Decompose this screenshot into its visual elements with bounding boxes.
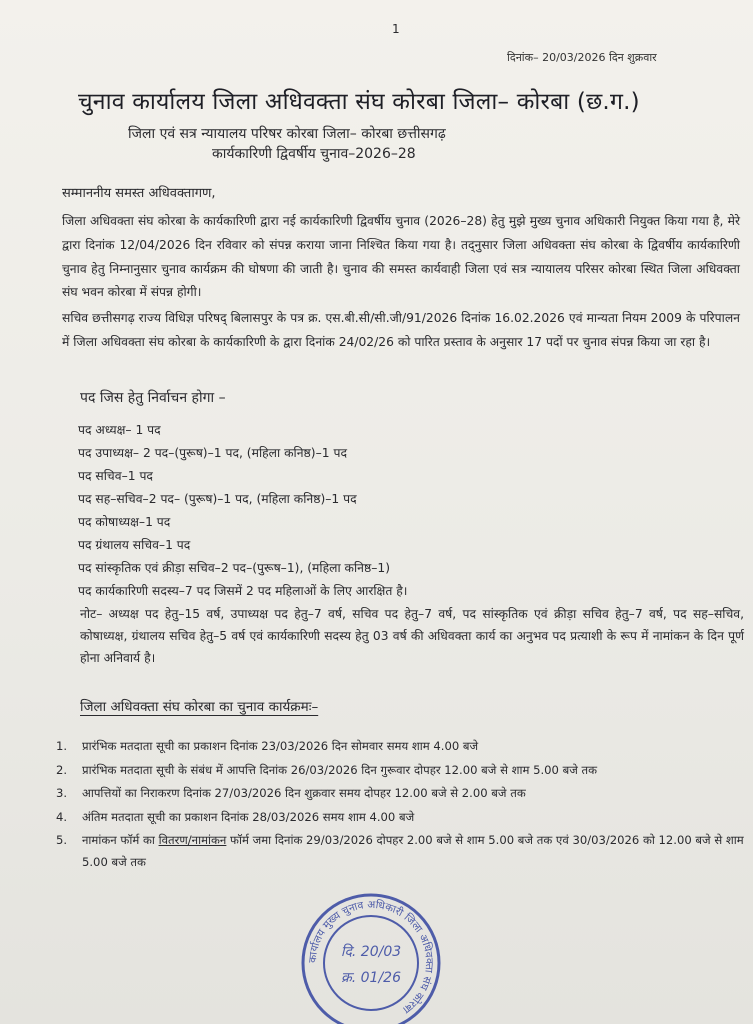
- document-subtitle: जिला एवं सत्र न्यायालय परिषर कोरबा जिला– कोरबा छत्तीसगढ़: [128, 126, 446, 142]
- item-text-post: फॉर्म जमा दिनांक 29/03/2026 दोपहर 2.00 बजे से शाम 5.00 बजे तक एवं 30/03/2026 को 12.00 बजे से शाम 5.00 बजे तक: [82, 833, 744, 869]
- posts-list: [78, 419, 407, 603]
- seal-ink: [303, 895, 439, 1024]
- document-title: चुनाव कार्यालय जिला अधिवक्ता संघ कोरबा जिला– कोरबा (छ.ग.): [78, 89, 640, 115]
- item-number: 3.: [56, 786, 68, 800]
- paragraph-appointment: जिला अधिवक्ता संघ कोरबा के कार्यकारिणी द्वारा नई कार्यकारिणी द्विवर्षीय चुनाव (2026–28) हेतु मुझे मुख्य चुनाव अधिकारी नियुक्त किया गया है, मेरे द्वारा दिनांक 12/04/2026 दिन रविवार को संपन्न कराया जाना निश्चित किया गया है। तद्नुसार जिला अधिवक्ता संघ कोरबा के द्विवर्षीय कार्यकारिणी चुनाव हेतु निम्नानुसार चुनाव कार्यक्रम की घोषणा की जाती है। चुनाव की समस्त कार्यवाही जिला एवं सत्र न्यायालय परिसर कोरबा स्थित जिला अधिवक्ता संघ भवन कोरबा में संपन्न होगी।: [62, 214, 740, 300]
- item-text-underlined: वितरण/नामांकन: [158, 833, 227, 847]
- schedule-item: [56, 736, 750, 758]
- post-item: पद अध्यक्ष– 1 पद: [78, 423, 161, 437]
- paragraph-authority: सचिव छत्तीसगढ़ राज्य विधिज्ञ परिषद् बिलासपुर के पत्र क्र. एस.बी.सी/सी.जी/91/2026 दिनांक 16.02.2026 एवं मान्यता नियम 2009 के परिपालन में जिला अधिवक्ता संघ कोरबा के कार्यकारिणी के द्वारा दिनांक 24/02/26 को पारित प्रस्ताव के अनुसार 17 पदों पर चुनाव संपन्न किया जा रहा है।: [62, 311, 740, 349]
- post-item: पद ग्रंथालय सचिव–1 पद: [78, 538, 191, 552]
- page-number: 1: [392, 22, 400, 36]
- official-seal-stamp: [296, 888, 446, 1024]
- schedule-list: [56, 736, 750, 875]
- experience-note: नोट– अध्यक्ष पद हेतु–15 वर्ष, उपाध्यक्ष पद हेतु–7 वर्ष, सचिव पद हेतु–7 वर्ष, पद सांस्कृतिक एवं क्रीड़ा सचिव हेतु–7 वर्ष, पद सह–सचिव, कोषाध्यक्ष, ग्रंथालय सचिव हेतु–5 वर्ष एवं कार्यकारिणी सदस्य हेतु 03 वर्ष की अधिवक्ता कार्य का अनुभव पद प्रत्याशी के रूप में नामांकन के दिन पूर्ण होना अनिवार्य है।: [80, 607, 744, 665]
- schedule-item: [56, 830, 750, 873]
- post-item: पद उपाध्यक्ष– 2 पद–(पुरूष)–1 पद, (महिला कनिष्ठ)–1 पद: [78, 446, 347, 460]
- post-item: पद सचिव–1 पद: [78, 469, 153, 483]
- post-item: पद कोषाध्यक्ष–1 पद: [78, 515, 171, 529]
- schedule-item: [56, 783, 750, 805]
- item-text-pre: नामांकन फॉर्म का: [82, 833, 159, 847]
- item-number: 4.: [56, 809, 68, 824]
- seal-date: दि. 20/03: [340, 944, 402, 960]
- election-line: कार्यकारिणी द्विवर्षीय चुनाव–2026–28: [212, 146, 416, 162]
- item-number: 5.: [56, 833, 68, 847]
- item-text: प्रारंभिक मतदाता सूची के संबंध में आपत्ति दिनांक 26/03/2026 दिन गुरूवार दोपहर 12.00 बजे से शाम 5.00 बजे तक: [82, 762, 598, 777]
- salutation: सम्माननीय समस्त अधिवक्तागण,: [62, 186, 216, 201]
- seal-number: क्र. 01/26: [341, 970, 401, 986]
- posts-heading: पद जिस हेतु निर्वाचन होगा –: [80, 390, 226, 406]
- schedule-heading: जिला अधिवक्ता संघ कोरबा का चुनाव कार्यक्रमः–: [80, 699, 319, 715]
- item-text: आपत्तियों का निराकरण दिनांक 27/03/2026 दिन शुक्रवार समय दोपहर 12.00 बजे से 2.00 बजे तक: [82, 786, 526, 800]
- schedule-item: [56, 760, 750, 782]
- post-item: पद सांस्कृतिक एवं क्रीड़ा सचिव–2 पद–(पुरूष–1), (महिला कनिष्ठ–1): [78, 561, 391, 575]
- seal-ring-text: कार्यालय मुख्य चुनाव अधिकारी जिला अधिवक्ता संघ कोरबा: [306, 898, 436, 1016]
- item-text: प्रारंभिक मतदाता सूची का प्रकाशन दिनांक 23/03/2026 दिन सोमवार समय शाम 4.00 बजे: [82, 739, 479, 753]
- post-item: पद सह–सचिव–2 पद– (पुरूष)–1 पद, (महिला कनिष्ठ)–1 पद: [78, 492, 357, 506]
- item-number: 2.: [56, 762, 68, 777]
- date-line: दिनांक– 20/03/2026 दिन शुक्रवार: [507, 51, 657, 64]
- schedule-item: [56, 807, 750, 829]
- item-number: 1.: [56, 739, 68, 753]
- item-text: अंतिम मतदाता सूची का प्रकाशन दिनांक 28/03/2026 समय शाम 4.00 बजे: [82, 809, 415, 824]
- item-text: [82, 830, 750, 873]
- post-item: पद कार्यकारिणी सदस्य–7 पद जिसमें 2 पद महिलाओं के लिए आरक्षित है।: [78, 584, 408, 598]
